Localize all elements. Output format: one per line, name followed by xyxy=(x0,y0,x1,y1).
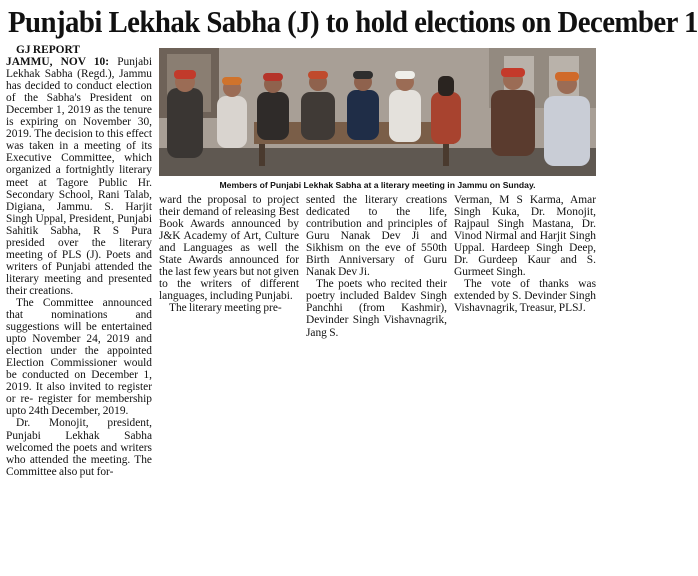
paragraph xyxy=(6,56,152,297)
photo-caption: Members of Punjabi Lekhak Sabha at a literary meeting in Jammu on Sunday. xyxy=(219,180,536,190)
paragraph-text: Punjabi Lekhak Sabha (Regd.), Jammu has decided to conduct election of the Sabha's President on December 1, 2019 as the tenure is expiring on November 30, 2019. The decision to this effect was taken in a meeting of its Executive Committee, which organized a fortnightly literary meet at Tagore Public Hr. Secondary School, Rani Talab, Digiana, Jammu. S. Harjit Singh Uppal, President, Punjabi Sahitik Sabha, R S Pura presided over the literary meeting of PLS (J). Poets and writers of Punjabi attended the literary meeting and presented their creations. xyxy=(6,56,152,297)
article-column-2 xyxy=(159,194,299,314)
headline: Punjabi Lekhak Sabha (J) to hold elections on December 1 xyxy=(8,4,698,39)
dateline: JAMMU, NOV 10: xyxy=(6,56,110,69)
paragraph: The vote of thanks was extended by S. Devinder Singh Vishavnagrik, Treasur, PLSJ. xyxy=(454,278,596,315)
paragraph: The poets who recited their poetry included Baldev Singh Panchhi (from Kashmir), Devinder Singh Vishavnagrik, Jang S. xyxy=(306,278,447,339)
byline: GJ REPORT xyxy=(16,44,80,56)
article-column-3 xyxy=(306,194,447,339)
paragraph: sented the literary creations dedicated to the life, contribution and principles of Guru Nanak Dev Ji and Sikhism on the eve of 550th Birth Anniversary of Guru Nanak Dev Ji. xyxy=(306,194,447,279)
paragraph: ward the proposal to project their demand of releasing Best Book Awards announced by J&K Academy of Art, Culture and Languages as well the State Awards announced for the last few years but not given to the writers of different languages, including Punjabi. xyxy=(159,194,299,303)
paragraph: The Committee announced that nominations and suggestions will be entertained upto November 24, 2019 and election under the appointed Election Commissioner would be conducted on December 1, 2019. It also invited to register or re- register for membership upto 24th December, 2019. xyxy=(6,296,152,418)
paragraph: Dr. Monojit, president, Punjabi Lekhak Sabha welcomed the poets and writers who attended the meeting. The Committee also put for- xyxy=(6,417,152,478)
article-column-1 xyxy=(6,44,152,478)
article-column-4 xyxy=(454,194,596,314)
photo-illustration xyxy=(159,48,596,176)
paragraph: The literary meeting pre- xyxy=(169,302,282,315)
paragraph: Verman, M S Karma, Amar Singh Kuka, Dr. Monojit, Rajpaul Singh Mastana, Dr. Vinod Nirmal and Harjit Singh Uppal. Hardeep Singh Deep, Dr. Gurdeep Kaur and S. Gurmeet Singh. xyxy=(454,194,596,279)
news-photo xyxy=(159,48,596,176)
